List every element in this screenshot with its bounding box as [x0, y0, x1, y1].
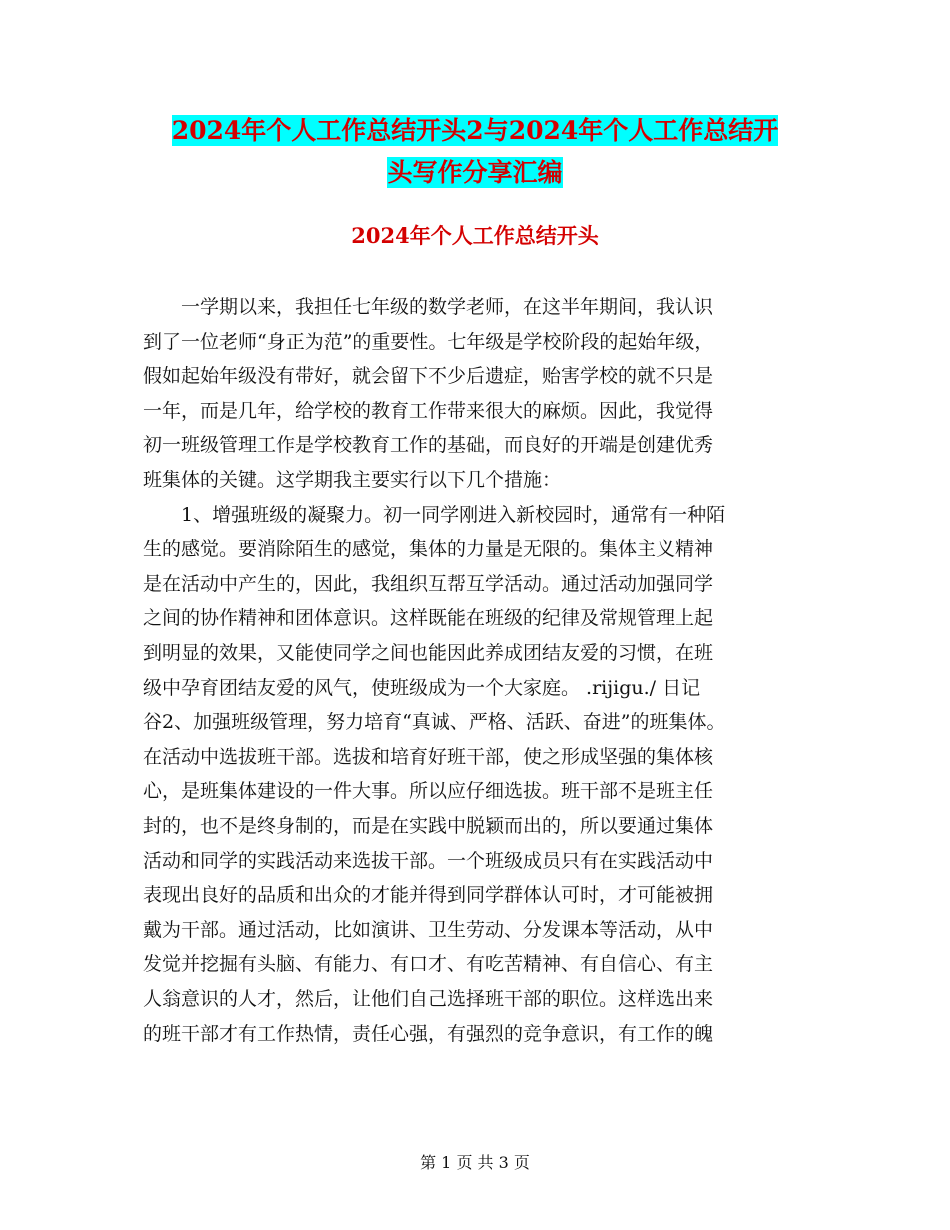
document-title-line-2 [0, 151, 950, 195]
body-line: 假如起始年级没有带好，就会留下不少后遗症，贻害学校的就不只是 [143, 365, 714, 388]
body-line: 心，是班集体建设的一件大事。所以应仔细选拔。班干部不是班主任 [143, 780, 714, 803]
body-line: 活动和同学的实践活动来选拔干部。一个班级成员只有在实践活动中 [143, 849, 714, 872]
body-line: 之间的协作精神和团体意识。这样既能在班级的纪律及常规管理上起 [143, 607, 714, 630]
document-title-highlight-2: 头写作分享汇编 [387, 158, 563, 187]
body-line: 一学期以来，我担任七年级的数学老师，在这半年期间，我认识 [143, 296, 714, 318]
body-line: 人翁意识的人才，然后，让他们自己选择班干部的职位。这样选出来 [143, 988, 714, 1010]
body-line: 发觉并挖掘有头脑、有能力、有口才、有吃苦精神、有自信心、有主 [143, 953, 714, 976]
section-heading: 2024年个人工作总结开头 [351, 223, 599, 248]
body-line: 在活动中选拔班干部。选拔和培育好班干部，使之形成坚强的集体核 [143, 745, 714, 768]
body-line: 到明显的效果，又能使同学之间也能因此养成团结友爱的习惯，在班 [143, 642, 714, 664]
body-line: 生的感觉。要消除陌生的感觉，集体的力量是无限的。集体主义精神 [143, 538, 714, 561]
body-line: 封的，也不是终身制的，而是在实践中脱颖而出的，所以要通过集体 [143, 815, 714, 837]
body-line: 谷2、加强班级管理，努力培育“真诚、严格、活跃、奋进”的班集体。 [143, 711, 726, 734]
body-line: 级中孕育团结友爱的风气，使班级成为一个大家庭。 .rijigu./ 日记 [143, 676, 701, 699]
body-line: 的班干部才有工作热情，责任心强，有强烈的竞争意识，有工作的魄 [143, 1022, 714, 1045]
body-line: 1、增强班级的凝聚力。初一同学刚进入新校园时，通常有一种陌 [143, 503, 726, 526]
document-title-line-1 [0, 109, 950, 153]
document-title-highlight-1: 2024年个人工作总结开头2与2024年个人工作总结开 [171, 116, 779, 145]
body-line: 表现出良好的品质和出众的才能并得到同学群体认可时，才可能被拥 [143, 884, 714, 907]
page-footer: 第 1 页 共 3 页 [420, 1153, 530, 1172]
body-line: 到了一位老师“身正为范”的重要性。七年级是学校阶段的起始年级， [143, 330, 714, 353]
body-line: 初一班级管理工作是学校教育工作的基础，而良好的开端是创建优秀 [143, 434, 714, 457]
body-line: 是在活动中产生的，因此，我组织互帮互学活动。通过活动加强同学 [143, 572, 714, 595]
body-line: 班集体的关键。这学期我主要实行以下几个措施： [143, 469, 562, 491]
body-line: 戴为干部。通过活动，比如演讲、卫生劳动、分发课本等活动，从中 [143, 918, 714, 941]
body-line: 一年，而是几年，给学校的教育工作带来很大的麻烦。因此，我觉得 [143, 399, 714, 422]
